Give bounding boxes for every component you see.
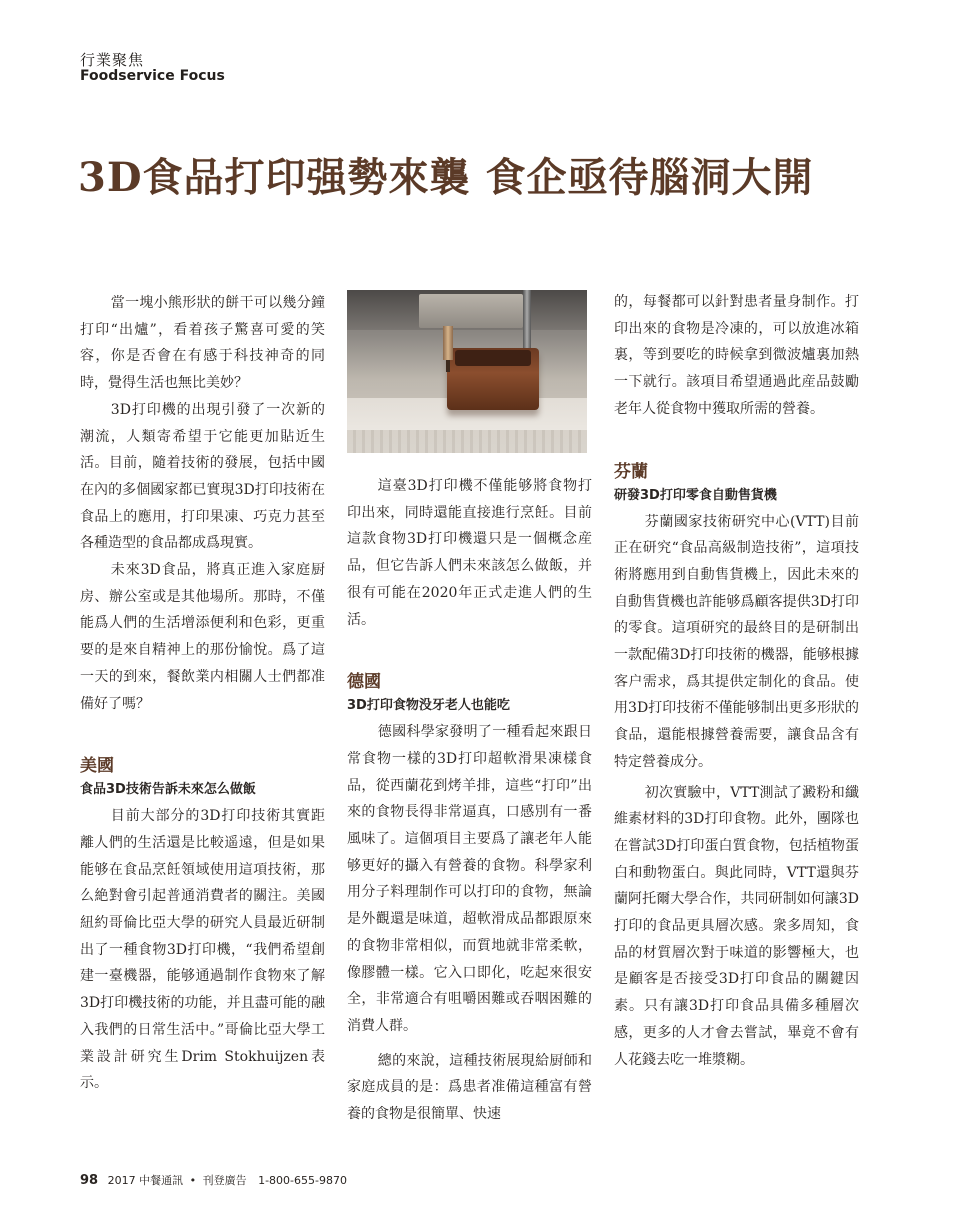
column-1 bbox=[80, 290, 325, 1097]
paragraph: 的，每餐都可以針對患者量身制作。打印出來的食物是冷凍的，可以放進冰箱裏，等到要吃的時候拿到微波爐裏加熱一下就行。該項目希望通過此産品鼓勵老年人從食物中獲取所需的營養。 bbox=[614, 294, 859, 417]
column-3 bbox=[614, 289, 859, 1073]
article-title: 3D食品打印强勢來襲 食企亟待腦洞大開 bbox=[78, 154, 814, 201]
section-label-cn: 行業聚焦 bbox=[80, 51, 145, 69]
ad-label: 刊登廣告 bbox=[202, 1174, 247, 1187]
section-heading-finland: 芬蘭 bbox=[614, 461, 648, 482]
paragraph: 未來3D食品，將真正進入家庭厨房、辦公室或是其他場所。那時，不僅能爲人們的生活增添便利和色彩，更重要的是來自精神上的那份愉悅。爲了這一天的到來，餐飲業内相關人士們都准備好了嗎？ bbox=[80, 562, 325, 712]
section-subheading-germany: 3D打印食物没牙老人也能吃 bbox=[347, 698, 510, 714]
page-number: 98 bbox=[80, 1173, 99, 1188]
paragraph: 目前大部分的3D打印技術其實距離人們的生活還是比較遥遠，但是如果能够在食品烹飪領域使用這項技術，那么絶對會引起普通消費者的關注。美國紐約哥倫比亞大學的研究人員最近研制出了一種食物3D打印機，“我們希望創建一臺機器，能够通過制作食物來了解3D打印機技術的功能，并且盡可能的融入我們的日常生活中。”哥倫比亞大學工業設計研究生Drim Stokhuijzen表示。 bbox=[80, 808, 325, 1092]
page-footer bbox=[80, 1172, 347, 1188]
paragraph: 初次實驗中，VTT測試了澱粉和纖維素材料的3D打印食物。此外，團隊也在嘗試3D打印蛋白質食物，包括植物蛋白和動物蛋白。與此同時，VTT還與芬蘭阿托爾大學合作，共同研制如何讓3D打印的食品更具層次感。衆多周知，食品的材質層次對于味道的影響極大，也是顧客是否接受3D打印食品的關鍵因素。只有讓3D打印食品具備多種層次感，更多的人才會去嘗試，畢竟不會有人花錢去吃一堆漿糊。 bbox=[614, 784, 859, 1068]
section-subheading-finland: 研發3D打印零食自動售貨機 bbox=[614, 487, 777, 503]
column-2 bbox=[347, 290, 592, 1128]
section-heading-germany: 德國 bbox=[347, 672, 381, 693]
footer-separator: • bbox=[189, 1174, 197, 1187]
section-heading-usa: 美國 bbox=[80, 756, 114, 777]
phone-number: 1-800-655-9870 bbox=[258, 1174, 347, 1187]
section-label-en: Foodservice Focus bbox=[80, 68, 225, 84]
paragraph: 德國科學家發明了一種看起來跟日常食物一樣的3D打印超軟滑果凍樣食品，從西蘭花到烤羊排，這些“打印”出來的食物長得非常逼真，口感別有一番風味了。這個項目主要爲了讓老年人能够更好的攝入有營養的食物。科學家利用分子料理制作可以打印的食物，無論是外觀還是味道，超軟滑成品都跟原來的食物非常相似，而質地就非常柔軟，像膠體一樣。它入口即化，吃起來很安全，非常適合有咀嚼困難或吞咽困難的消費人群。 bbox=[347, 724, 592, 1034]
paragraph: 當一塊小熊形狀的餅干可以幾分鐘打印“出爐”，看着孩子驚喜可愛的笑容，你是否會在有感于科技神奇的同時，覺得生活也無比美妙？ bbox=[80, 295, 325, 392]
paragraph: 這臺3D打印機不僅能够將食物打印出來，同時還能直接進行烹飪。目前這款食物3D打印機還只是一個概念産品，但它告訴人們未來該怎么做飯，并很有可能在2020年正式走進人們的生活。 bbox=[347, 478, 592, 628]
publication-name: 2017 中餐通訊 bbox=[107, 1174, 184, 1187]
paragraph: 芬蘭國家技術研究中心(VTT)目前正在研究“食品高級制造技術”，這項技術將應用到自動售貨機上，因此未來的自動售貨機也許能够爲顧客提供3D打印的零食。這項研究的最終目的是研制出一款配備3D打印技術的機器，能够根據客户需求，爲其提供定制化的食品。使用3D打印技術不僅能够制出更多形狀的食品，還能根據營養需要，讓食品含有特定營養成分。 bbox=[614, 513, 859, 770]
food-3d-printer-photo bbox=[347, 290, 587, 453]
section-subheading-usa: 食品3D技術告訴未來怎么做飯 bbox=[80, 782, 256, 798]
paragraph: 總的來說，這種技術展現給厨師和家庭成員的是：爲患者准備這種富有營養的食物是很簡單、快速 bbox=[347, 1052, 592, 1123]
paragraph: 3D打印機的出現引發了一次新的潮流，人類寄希望于它能更加貼近生活。目前，隨着技術的發展，包括中國在內的多個國家都已實現3D打印技術在食品上的應用，打印果凍、巧克力甚至各種造型的食品都成爲現實。 bbox=[80, 401, 325, 552]
